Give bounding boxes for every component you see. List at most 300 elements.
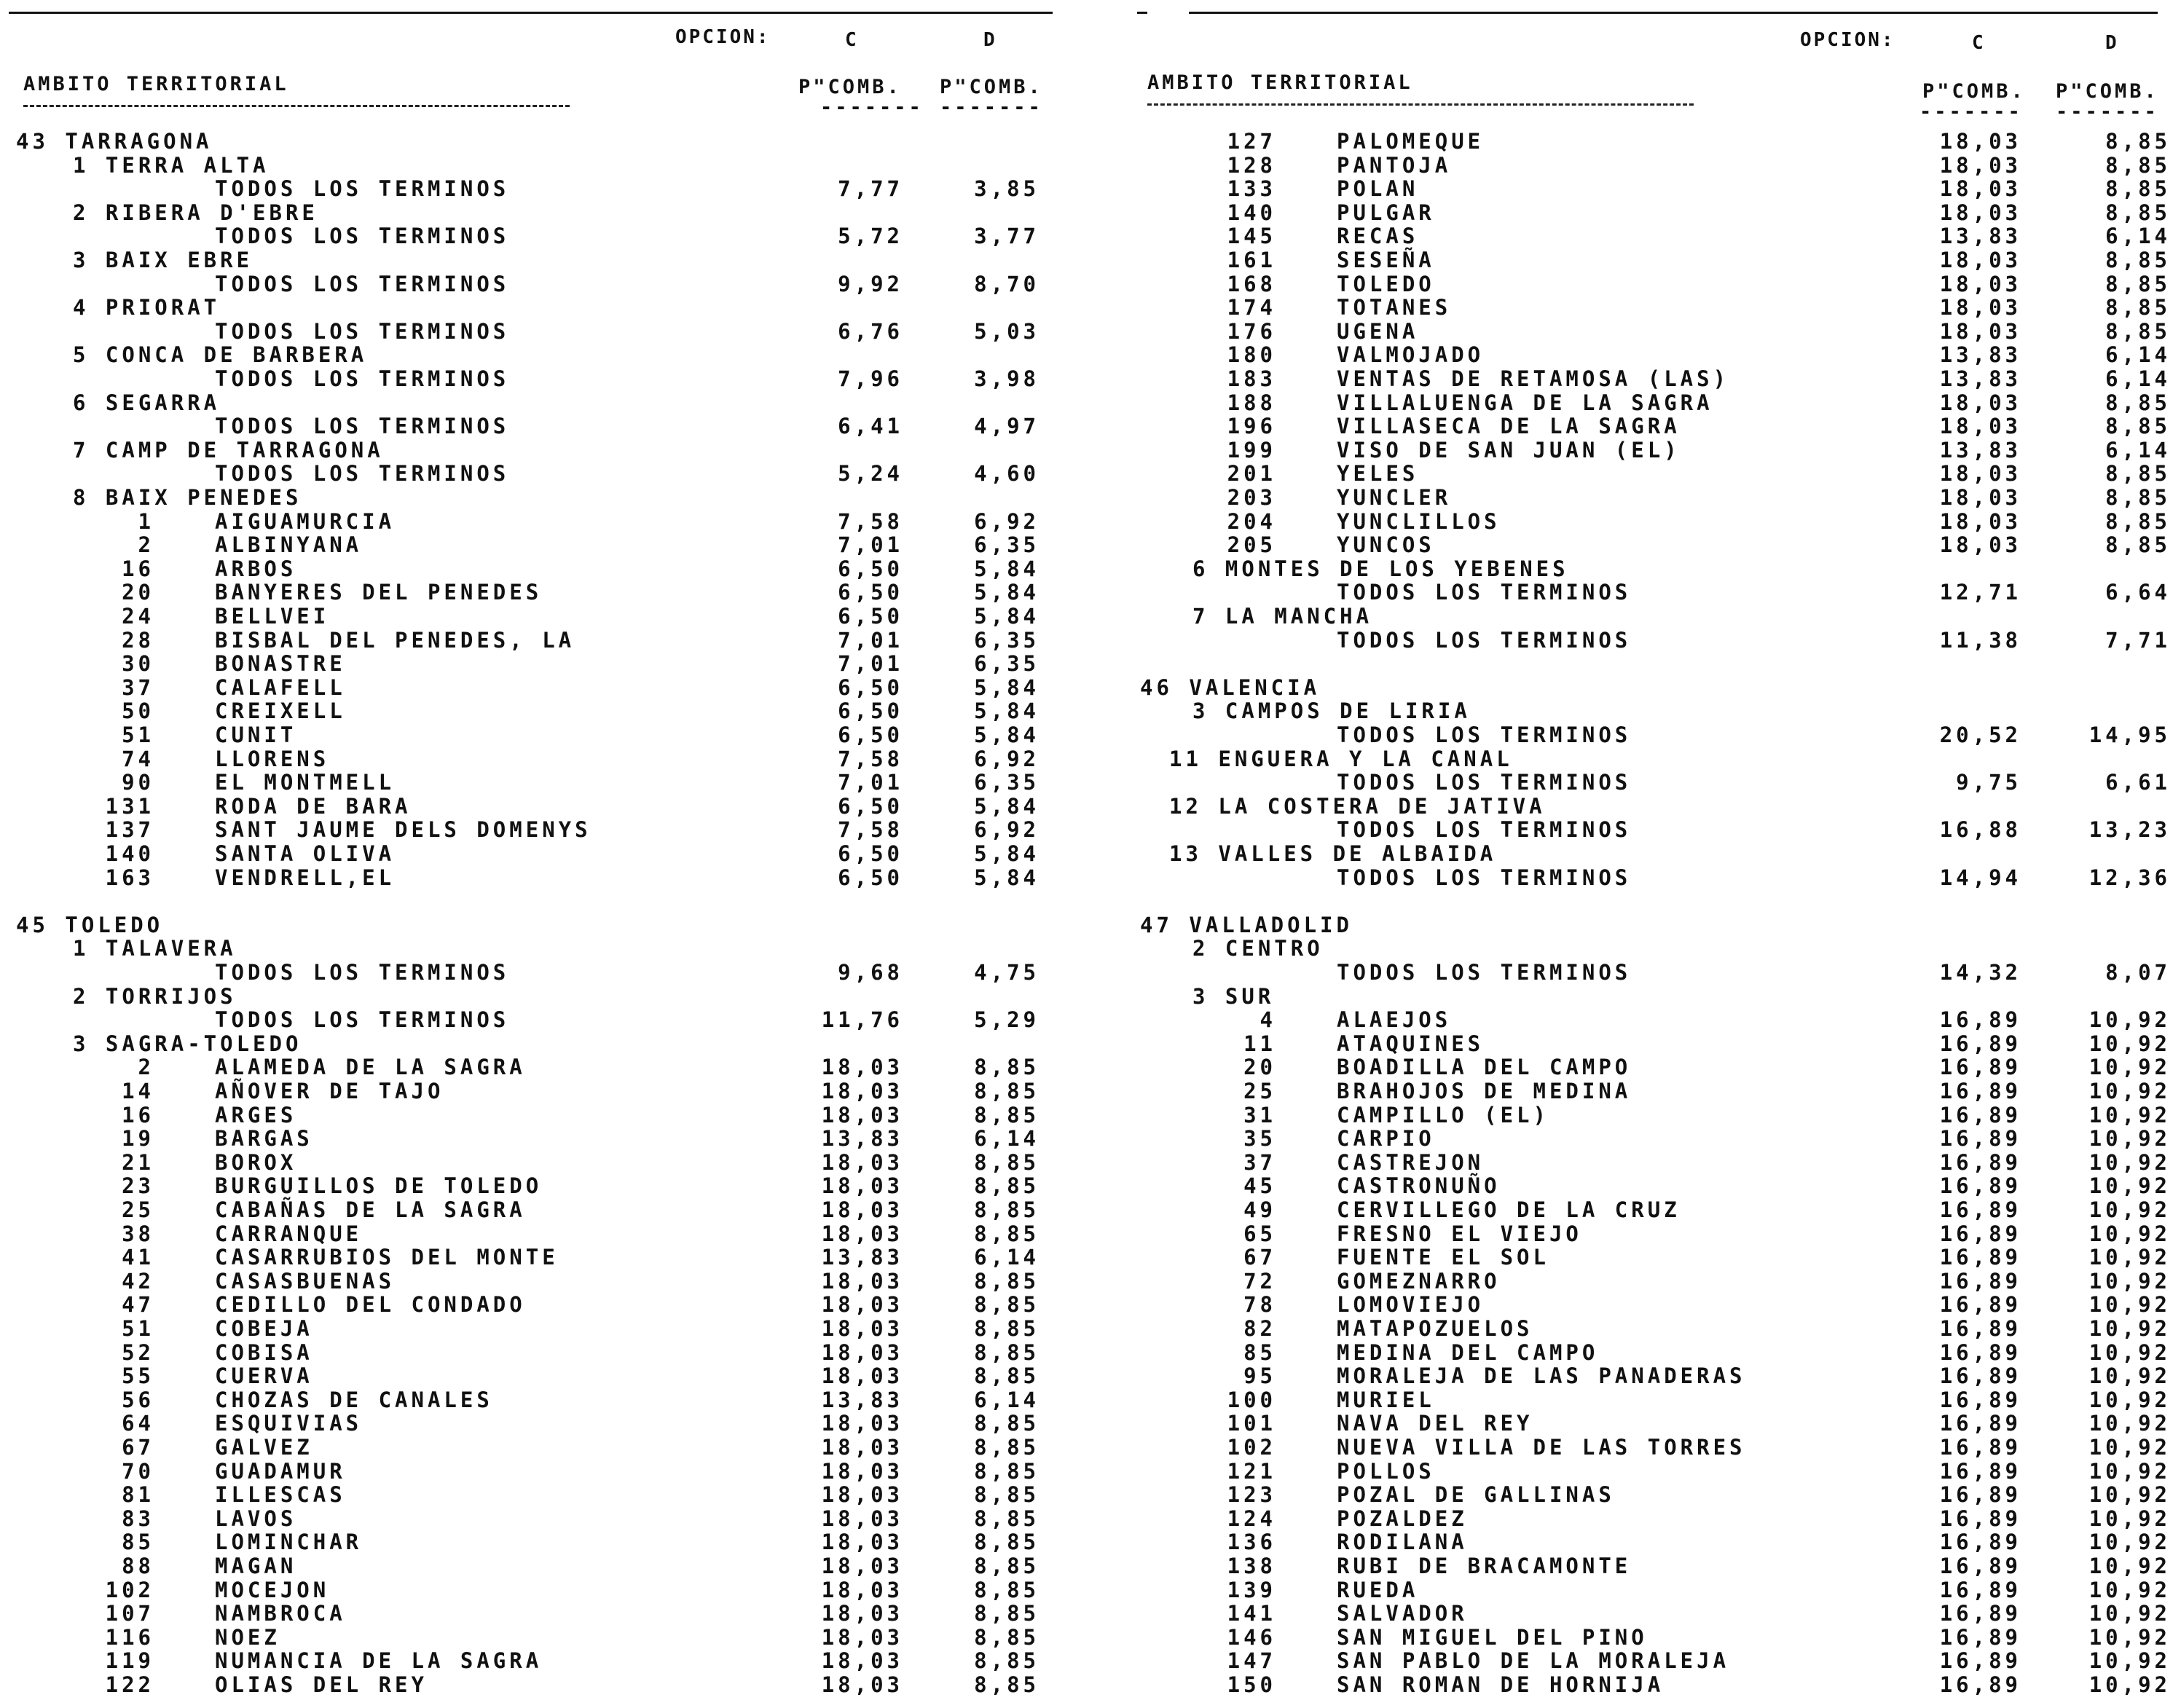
municipality-name: CASTREJON <box>1337 1149 1485 1175</box>
value-c: 18,03 <box>821 1530 903 1555</box>
municipality-code: 102 <box>105 1577 154 1602</box>
municipality-name: RECAS <box>1337 224 1419 249</box>
pcomb-d-heading: P"COMB. <box>2056 80 2159 103</box>
value-d: 6,92 <box>974 817 1040 843</box>
municipality-code: 42 <box>122 1268 154 1294</box>
option-d-label: D <box>2105 32 2119 54</box>
table-row <box>0 605 1090 629</box>
value-c: 18,03 <box>1939 271 2021 296</box>
table-row <box>1090 1364 2181 1388</box>
municipality-code: 4 <box>1260 1007 1276 1033</box>
value-c: 18,03 <box>821 1363 903 1389</box>
value-d: 10,92 <box>2088 1221 2171 1246</box>
value-c: 18,03 <box>821 1197 903 1222</box>
municipality-code: 19 <box>122 1126 154 1152</box>
table-row <box>0 320 1090 344</box>
table-row <box>0 985 1090 1009</box>
municipality-code: 37 <box>122 674 154 700</box>
municipality-name: NAVA DEL REY <box>1337 1411 1533 1436</box>
value-d: 8,85 <box>974 1601 1040 1626</box>
value-c: 18,03 <box>821 1221 903 1246</box>
table-row <box>1090 1341 2181 1365</box>
municipality-name: BOROX <box>215 1149 297 1175</box>
value-d: 8,85 <box>974 1672 1040 1697</box>
value-d: 8,85 <box>974 1435 1040 1460</box>
municipality-name: VENDRELL,EL <box>215 865 396 890</box>
municipality-name: NUMANCIA DE LA SAGRA <box>215 1648 543 1674</box>
municipality-code: 41 <box>122 1245 154 1270</box>
value-d: 5,84 <box>974 556 1040 581</box>
ambito-heading: AMBITO TERRITORIAL <box>1147 71 1413 94</box>
value-d: 5,84 <box>974 841 1040 866</box>
municipality-name: ALAMEDA DE LA SAGRA <box>215 1055 526 1080</box>
municipality-code: 56 <box>122 1387 154 1412</box>
table-row <box>1090 1649 2181 1673</box>
table-row <box>0 866 1090 890</box>
value-c: 16,89 <box>1939 1672 2021 1697</box>
value-d: 8,85 <box>974 1339 1040 1365</box>
municipality-name: CERVILLEGO DE LA CRUZ <box>1337 1197 1681 1222</box>
municipality-name: ILLESCAS <box>215 1482 346 1508</box>
value-c: 13,83 <box>1939 224 2021 249</box>
comarca-heading: 3 BAIX EBRE <box>73 248 254 272</box>
comarca-heading: 11 ENGUERA Y LA CANAL <box>1169 746 1513 771</box>
table-row <box>0 1578 1090 1602</box>
top-rule <box>1189 12 2158 14</box>
municipality-code: 67 <box>1243 1245 1276 1270</box>
municipality-code: 16 <box>122 556 154 581</box>
value-d: 8,85 <box>974 1482 1040 1508</box>
municipality-name: CASASBUENAS <box>215 1268 396 1294</box>
municipality-code: 51 <box>122 1316 154 1341</box>
municipality-name: MEDINA DEL CAMPO <box>1337 1339 1599 1365</box>
value-c: 16,89 <box>1939 1316 2021 1341</box>
value-c: 18,03 <box>1939 129 2021 154</box>
municipality-name: UGENA <box>1337 318 1419 344</box>
municipality-name: LAVOS <box>215 1506 297 1531</box>
value-c: 16,88 <box>1939 817 2021 843</box>
comarca-heading: 7 CAMP DE TARRAGONA <box>73 437 384 463</box>
table-row <box>0 1293 1090 1317</box>
value-d: 5,84 <box>974 793 1040 819</box>
value-c: 16,89 <box>1939 1648 2021 1674</box>
table-row <box>0 913 1090 937</box>
value-c: 16,89 <box>1939 1126 2021 1152</box>
value-d: 10,92 <box>2088 1079 2171 1103</box>
value-c: 18,03 <box>1939 176 2021 202</box>
value-c: 16,89 <box>1939 1055 2021 1080</box>
municipality-code: 100 <box>1227 1387 1276 1412</box>
municipality-code: 127 <box>1227 129 1276 154</box>
value-c: 13,83 <box>1939 366 2021 391</box>
comarca-heading: 3 SAGRA-TOLEDO <box>73 1031 302 1056</box>
table-row <box>0 177 1090 201</box>
municipality-code: 35 <box>1243 1126 1276 1152</box>
municipality-name: BURGUILLOS DE TOLEDO <box>215 1173 543 1199</box>
pcomb-c-heading: P"COMB. <box>1922 80 2026 103</box>
municipality-code: 85 <box>1243 1339 1276 1365</box>
municipality-code: 119 <box>105 1648 154 1674</box>
municipality-code: 31 <box>1243 1102 1276 1127</box>
municipality-code: 45 <box>1243 1173 1276 1199</box>
value-c: 14,32 <box>1939 960 2021 985</box>
table-row <box>0 581 1090 605</box>
value-c: 18,03 <box>821 1173 903 1199</box>
value-d: 5,84 <box>974 580 1040 605</box>
top-dash <box>1137 12 1147 14</box>
municipality-name: BISBAL DEL PENEDES, LA <box>215 627 575 653</box>
table-row <box>1090 676 2181 700</box>
table-row <box>0 391 1090 415</box>
value-c: 16,89 <box>1939 1031 2021 1056</box>
table-row <box>0 154 1090 178</box>
table-row <box>1090 1554 2181 1578</box>
value-c: 7,58 <box>838 817 903 843</box>
municipality-code: 163 <box>105 865 154 890</box>
value-c: 6,50 <box>838 698 903 724</box>
municipality-code: 25 <box>1243 1079 1276 1103</box>
municipality-code: 161 <box>1227 248 1276 272</box>
value-c: 13,83 <box>1939 342 2021 368</box>
value-c: 16,89 <box>1939 1411 2021 1436</box>
municipality-name: VILLALUENGA DE LA SAGRA <box>1337 390 1713 415</box>
table-row <box>1090 1578 2181 1602</box>
all-terms-label: TODOS LOS TERMINOS <box>215 1007 510 1033</box>
value-d: 6,14 <box>974 1126 1040 1152</box>
municipality-name: LLORENS <box>215 746 330 771</box>
table-row <box>0 414 1090 438</box>
value-c: 16,89 <box>1939 1079 2021 1103</box>
table-row <box>1090 320 2181 344</box>
value-d: 10,92 <box>2088 1482 2171 1508</box>
value-c: 18,03 <box>821 1102 903 1127</box>
value-d: 6,14 <box>974 1245 1040 1270</box>
table-row <box>1090 438 2181 463</box>
value-c: 6,50 <box>838 556 903 581</box>
municipality-name: BONASTRE <box>215 651 346 677</box>
value-d: 8,85 <box>2105 271 2171 296</box>
table-row <box>1090 1055 2181 1079</box>
value-d: 8,85 <box>974 1458 1040 1484</box>
value-d: 10,92 <box>2088 1007 2171 1033</box>
value-d: 10,92 <box>2088 1435 2171 1460</box>
municipality-name: CEDILLO DEL CONDADO <box>215 1292 526 1318</box>
value-c: 16,89 <box>1939 1554 2021 1578</box>
table-row <box>1090 795 2181 819</box>
pcomb-c-underline: ------- <box>820 96 924 119</box>
value-d: 6,64 <box>2105 580 2171 605</box>
value-c: 18,03 <box>821 1458 903 1484</box>
municipality-name: MORALEJA DE LAS PANADERAS <box>1337 1363 1746 1389</box>
table-row <box>0 438 1090 463</box>
municipality-code: 203 <box>1227 485 1276 510</box>
table-row <box>0 1198 1090 1222</box>
value-d: 7,71 <box>2105 627 2171 653</box>
all-terms-label: TODOS LOS TERMINOS <box>1337 960 1632 985</box>
municipality-code: 25 <box>122 1197 154 1222</box>
value-c: 18,03 <box>1939 152 2021 178</box>
value-c: 7,77 <box>838 176 903 202</box>
municipality-code: 88 <box>122 1554 154 1578</box>
comarca-heading: 12 LA COSTERA DE JATIVA <box>1169 793 1546 819</box>
municipality-code: 116 <box>105 1624 154 1650</box>
value-c: 18,03 <box>821 1577 903 1602</box>
municipality-name: CUERVA <box>215 1363 313 1389</box>
value-c: 18,03 <box>1939 414 2021 439</box>
value-c: 7,58 <box>838 746 903 771</box>
municipality-code: 55 <box>122 1363 154 1389</box>
table-row <box>1090 866 2181 890</box>
pcomb-d-underline: ------- <box>2056 101 2159 123</box>
value-d: 8,85 <box>2105 248 2171 272</box>
table-row <box>1090 486 2181 510</box>
table-row <box>1090 1530 2181 1554</box>
value-c: 7,01 <box>838 770 903 795</box>
pcomb-c-heading: P"COMB. <box>798 76 902 98</box>
table-row <box>0 1530 1090 1554</box>
municipality-code: 2 <box>138 532 154 558</box>
table-row <box>0 486 1090 510</box>
municipality-code: 90 <box>122 770 154 795</box>
value-d: 10,92 <box>2088 1411 2171 1436</box>
municipality-name: FRESNO EL VIEJO <box>1337 1221 1582 1246</box>
municipality-name: VALMOJADO <box>1337 342 1485 368</box>
value-c: 18,03 <box>821 1482 903 1508</box>
table-row <box>1090 1151 2181 1175</box>
table-row <box>1090 1222 2181 1246</box>
table-row <box>1090 699 2181 723</box>
table-row <box>0 842 1090 866</box>
table-row <box>1090 1198 2181 1222</box>
value-c: 16,89 <box>1939 1221 2021 1246</box>
municipality-name: ESQUIVIAS <box>215 1411 363 1436</box>
municipality-name: ALBINYANA <box>215 532 363 558</box>
all-terms-label: TODOS LOS TERMINOS <box>215 461 510 487</box>
value-d: 8,85 <box>2105 508 2171 534</box>
table-row <box>0 1245 1090 1270</box>
value-d: 8,85 <box>974 1055 1040 1080</box>
municipality-code: 52 <box>122 1339 154 1365</box>
value-d: 10,92 <box>2088 1554 2171 1578</box>
municipality-code: 16 <box>122 1102 154 1127</box>
table-row <box>1090 533 2181 557</box>
value-d: 10,92 <box>2088 1530 2171 1555</box>
municipality-name: CHOZAS DE CANALES <box>215 1387 493 1412</box>
value-d: 3,77 <box>974 224 1040 249</box>
municipality-code: 183 <box>1227 366 1276 391</box>
value-c: 5,72 <box>838 224 903 249</box>
table-row <box>0 1151 1090 1175</box>
value-d: 10,92 <box>2088 1339 2171 1365</box>
value-c: 13,83 <box>821 1387 903 1412</box>
value-c: 18,03 <box>821 1079 903 1103</box>
municipality-code: 47 <box>122 1292 154 1318</box>
table-row <box>0 248 1090 272</box>
value-d: 10,92 <box>2088 1577 2171 1602</box>
municipality-code: 141 <box>1227 1601 1276 1626</box>
value-d: 6,14 <box>974 1387 1040 1412</box>
opcion-label: OPCION: <box>1800 29 1895 51</box>
municipality-code: 65 <box>1243 1221 1276 1246</box>
all-terms-label: TODOS LOS TERMINOS <box>1337 865 1632 890</box>
municipality-code: 147 <box>1227 1648 1276 1674</box>
value-c: 13,83 <box>821 1245 903 1270</box>
municipality-name: SANT JAUME DELS DOMENYS <box>215 817 592 843</box>
municipality-code: 64 <box>122 1411 154 1436</box>
table-row <box>0 676 1090 700</box>
value-d: 6,14 <box>2105 224 2171 249</box>
table-row <box>1090 1245 2181 1270</box>
municipality-code: 136 <box>1227 1530 1276 1555</box>
municipality-code: 174 <box>1227 295 1276 320</box>
table-row <box>0 1008 1090 1032</box>
value-c: 18,03 <box>1939 485 2021 510</box>
table-row <box>0 1554 1090 1578</box>
value-d: 8,85 <box>974 1411 1040 1436</box>
value-c: 18,03 <box>1939 318 2021 344</box>
municipality-code: 107 <box>105 1601 154 1626</box>
value-d: 14,95 <box>2088 723 2171 747</box>
value-c: 18,03 <box>1939 200 2021 225</box>
municipality-name: RODILANA <box>1337 1530 1468 1555</box>
municipality-name: ALAEJOS <box>1337 1007 1452 1033</box>
value-c: 12,71 <box>1939 580 2021 605</box>
municipality-name: AÑOVER DE TAJO <box>215 1079 444 1103</box>
value-c: 7,01 <box>838 651 903 677</box>
table-row <box>0 652 1090 676</box>
value-d: 8,85 <box>2105 485 2171 510</box>
all-terms-label: TODOS LOS TERMINOS <box>215 271 510 296</box>
municipality-name: LOMOVIEJO <box>1337 1292 1485 1318</box>
municipality-name: LOMINCHAR <box>215 1530 363 1555</box>
value-c: 16,89 <box>1939 1173 2021 1199</box>
municipality-name: POLLOS <box>1337 1458 1435 1484</box>
table-row <box>1090 154 2181 178</box>
table-row <box>0 1602 1090 1626</box>
municipality-name: NAMBROCA <box>215 1601 346 1626</box>
table-row <box>1090 1174 2181 1198</box>
municipality-code: 146 <box>1227 1624 1276 1650</box>
value-d: 10,92 <box>2088 1601 2171 1626</box>
value-c: 11,76 <box>821 1007 903 1033</box>
value-d: 5,84 <box>974 865 1040 890</box>
value-d: 5,29 <box>974 1007 1040 1033</box>
value-c: 6,41 <box>838 414 903 439</box>
value-d: 8,85 <box>2105 390 2171 415</box>
comarca-heading: 13 VALLES DE ALBAIDA <box>1169 841 1497 866</box>
value-d: 5,84 <box>974 604 1040 629</box>
municipality-name: CUNIT <box>215 723 297 747</box>
table-row <box>1090 343 2181 367</box>
value-d: 12,36 <box>2088 865 2171 890</box>
municipality-name: VILLASECA DE LA SAGRA <box>1337 414 1681 439</box>
value-c: 7,96 <box>838 366 903 391</box>
municipality-name: MURIEL <box>1337 1387 1435 1412</box>
value-d: 6,14 <box>2105 437 2171 463</box>
municipality-name: MOCEJON <box>215 1577 330 1602</box>
table-row <box>0 510 1090 534</box>
table-row <box>1090 1507 2181 1531</box>
municipality-name: BARGAS <box>215 1126 313 1152</box>
value-d: 8,85 <box>2105 176 2171 202</box>
table-row <box>1090 177 2181 201</box>
municipality-code: 131 <box>105 793 154 819</box>
municipality-code: 176 <box>1227 318 1276 344</box>
table-row <box>0 961 1090 985</box>
value-d: 10,92 <box>2088 1102 2171 1127</box>
municipality-code: 204 <box>1227 508 1276 534</box>
municipality-name: YUNCOS <box>1337 532 1435 558</box>
municipality-name: SAN PABLO DE LA MORALEJA <box>1337 1648 1730 1674</box>
value-d: 6,35 <box>974 651 1040 677</box>
value-c: 16,89 <box>1939 1363 2021 1389</box>
table-row <box>0 1507 1090 1531</box>
value-c: 6,76 <box>838 318 903 344</box>
municipality-code: 81 <box>122 1482 154 1508</box>
value-d: 10,92 <box>2088 1245 2171 1270</box>
municipality-name: RUEDA <box>1337 1577 1419 1602</box>
option-c-label: C <box>1972 32 1986 54</box>
value-d: 10,92 <box>2088 1363 2171 1389</box>
table-row <box>1090 510 2181 534</box>
value-d: 8,85 <box>974 1506 1040 1531</box>
value-c: 16,89 <box>1939 1506 2021 1531</box>
value-c: 16,89 <box>1939 1102 2021 1127</box>
value-d: 10,92 <box>2088 1149 2171 1175</box>
pcomb-d-heading: P"COMB. <box>940 76 1043 98</box>
table-row <box>0 296 1090 320</box>
municipality-code: 14 <box>122 1079 154 1103</box>
municipality-code: 74 <box>122 746 154 771</box>
right-column <box>1090 0 2181 1708</box>
value-d: 10,92 <box>2088 1292 2171 1318</box>
municipality-code: 49 <box>1243 1197 1276 1222</box>
table-row <box>1090 747 2181 771</box>
table-row <box>0 1174 1090 1198</box>
municipality-code: 133 <box>1227 176 1276 202</box>
value-d: 8,07 <box>2105 960 2171 985</box>
value-d: 8,85 <box>974 1149 1040 1175</box>
value-d: 10,92 <box>2088 1031 2171 1056</box>
table-row <box>1090 367 2181 391</box>
all-terms-label: TODOS LOS TERMINOS <box>1337 723 1632 747</box>
table-row <box>0 1436 1090 1460</box>
value-c: 16,89 <box>1939 1601 2021 1626</box>
value-c: 16,89 <box>1939 1149 2021 1175</box>
value-d: 10,92 <box>2088 1458 2171 1484</box>
option-c-label: C <box>845 29 859 51</box>
municipality-name: FUENTE EL SOL <box>1337 1245 1549 1270</box>
all-terms-label: TODOS LOS TERMINOS <box>215 414 510 439</box>
municipality-code: 140 <box>105 841 154 866</box>
option-d-label: D <box>983 29 997 51</box>
value-c: 16,89 <box>1939 1387 2021 1412</box>
table-row <box>1090 1079 2181 1103</box>
municipality-name: COBEJA <box>215 1316 313 1341</box>
value-c: 9,75 <box>1956 770 2021 795</box>
municipality-code: 28 <box>122 627 154 653</box>
municipality-name: YUNCLILLOS <box>1337 508 1501 534</box>
value-c: 18,03 <box>1939 295 2021 320</box>
municipality-name: BRAHOJOS DE MEDINA <box>1337 1079 1632 1103</box>
comarca-heading: 3 CAMPOS DE LIRIA <box>1192 698 1471 724</box>
value-c: 18,03 <box>821 1601 903 1626</box>
value-c: 16,89 <box>1939 1339 2021 1365</box>
municipality-name: COBISA <box>215 1339 313 1365</box>
municipality-name: VENTAS DE RETAMOSA (LAS) <box>1337 366 1730 391</box>
pcomb-d-underline: ------- <box>940 96 1043 119</box>
value-c: 18,03 <box>821 1648 903 1674</box>
